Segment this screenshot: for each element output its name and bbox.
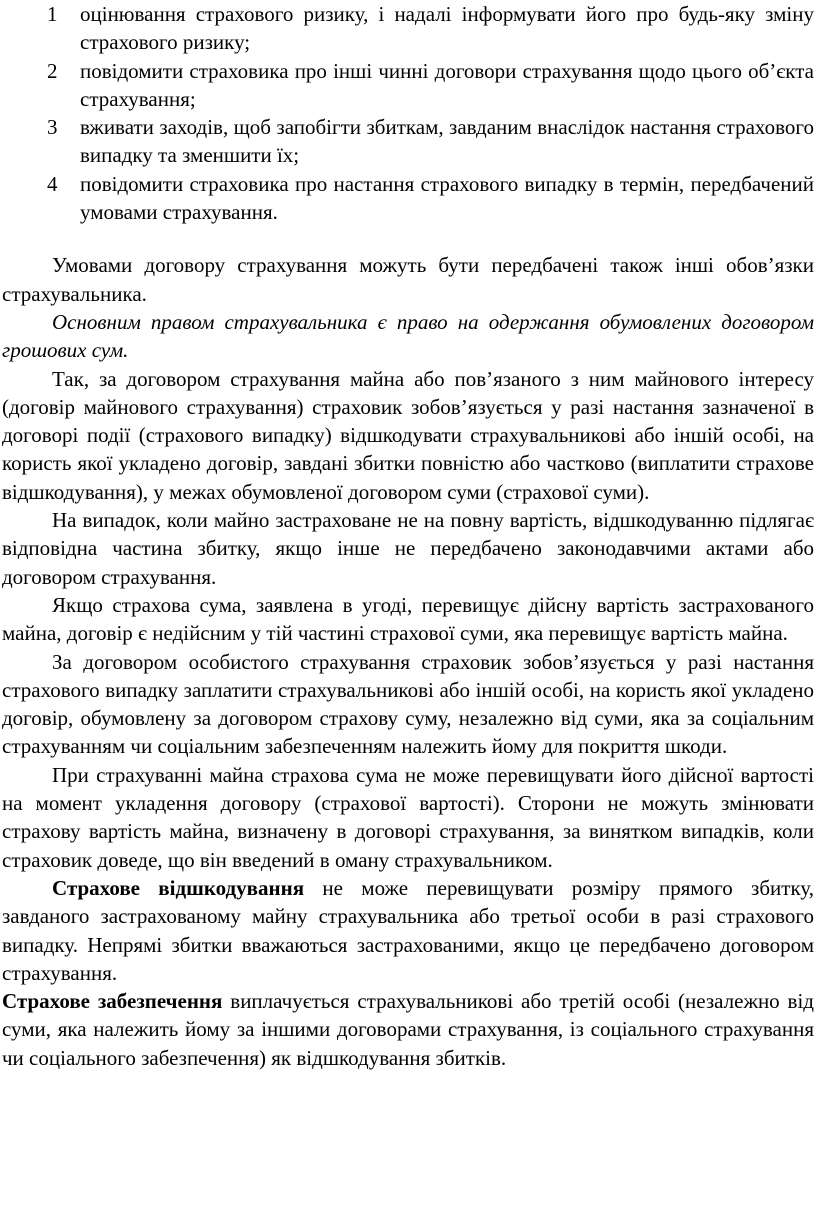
list-item-text: повідомити страховика про інші чинні договори страхування щодо цього об’єкта страхування;	[80, 58, 814, 111]
term-security: Страхове забезпечення	[2, 989, 223, 1014]
list-item	[2, 113, 814, 170]
list-item-text: вживати заходів, щоб запобігти збиткам, завданим внаслідок настання страхового випадку та зменшити їх;	[80, 115, 814, 168]
paragraph-partial-value: На випадок, коли майно застраховане не на повну вартість, відшкодуванню підлягає відповідна частина збитку, якщо інше не передбачено законодавчими актами або договором страхування.	[2, 508, 814, 589]
compensation-text: не може перевищувати розміру прямого збитку, завданого застрахованому майну страхувальника або третьої особи в разі страхового випадку. Непрямі збитки вважаються застрахованими, якщо це передбачено договором страхування.	[2, 875, 815, 985]
paragraph-main-right: Основним правом страхувальника є право на одержання обумовлених договором грошових сум.	[2, 309, 814, 363]
list-item	[2, 0, 814, 57]
spacer	[2, 226, 814, 251]
paragraph-insured-value: При страхуванні майна страхова сума не може перевищувати його дійсної вартості на момент укладення договору (страхової вартості). Сторони не можуть змінювати страхову вартість майна, визначену в договорі страхування, за винятком випадків, коли страховик доведе, що він введений в оману страхувальником.	[2, 762, 814, 872]
paragraph-other-obligations: Умовами договору страхування можуть бути передбачені також інші обов’язки страхувальника.	[2, 253, 814, 306]
list-item	[2, 57, 814, 114]
security-text: виплачується страхувальникові або третій особі (незалежно від суми, яка належить йому за іншими договорами страхування, із соціального страхування чи соціального забезпечення) як відшкодування збитків.	[2, 989, 814, 1070]
paragraph-compensation	[2, 874, 814, 987]
list-item-number: 4	[47, 171, 58, 196]
paragraph-property-insurance: Так, за договором страхування майна або пов’язаного з ним майнового інтересу (договір майнового страхування) страховик зобов’язується у разі настання зазначеної в договорі події (страхового випадку) відшкодувати страхувальникові або іншій особі, на користь якої укладено договір, завдані збитки повністю або частково (виплатити страхове відшкодування), у межах обумовленої договором суми (страхової суми).	[2, 366, 814, 504]
paragraph-excess-sum: Якщо страхова сума, заявлена в угоді, перевищує дійсну вартість застрахованого майна, договір є недійсним у тій частині страхової суми, яка перевищує вартість майна.	[2, 592, 814, 646]
list-item	[2, 170, 814, 227]
term-compensation: Страхове відшкодування	[52, 875, 305, 900]
paragraph-personal-insurance: За договором особистого страхування страховик зобов’язується у разі настання страхового випадку заплатити страхувальникові або іншій особі, на користь якої укладено договір, обумовлену за договором страхову суму, незалежно від суми, яка за соціальним страхуванням чи соціальним забезпеченням належить йому для покриття шкоди.	[2, 649, 814, 759]
obligations-list	[2, 0, 814, 226]
list-item-number: 3	[47, 115, 58, 140]
list-item-text: оцінювання страхового ризику, і надалі інформувати його про будь-яку зміну страхового ризику;	[80, 2, 814, 55]
list-item-number: 1	[47, 2, 58, 26]
list-item-text: повідомити страховика про настання страхового випадку в термін, передбачений умовами страхування.	[80, 171, 814, 225]
paragraph-security	[2, 987, 814, 1072]
list-item-number: 2	[47, 58, 58, 83]
